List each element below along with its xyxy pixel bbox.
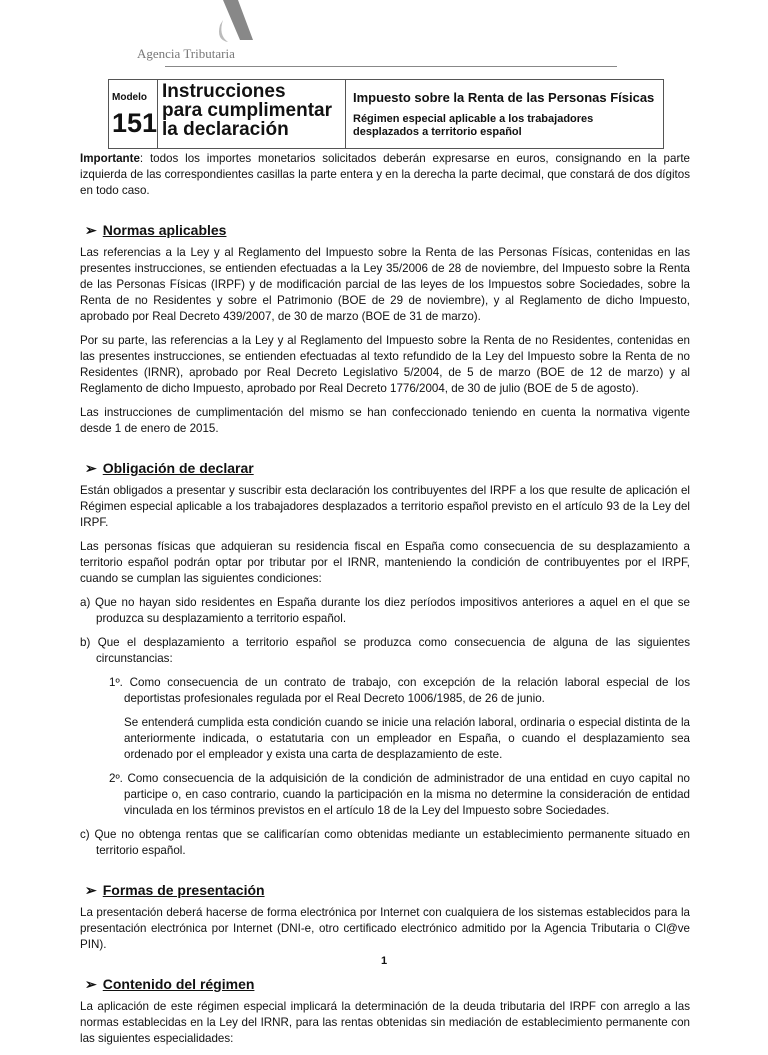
list-item: 2º. Como consecuencia de la adquisición de la condición de administrador de una entidad en cuyo capital no participe o, en caso contrario, cuando la participación en la misma no determine la consideración de entidad vinculada en los términos previstos en el artículo 18 de la Ley del Impuesto sobre Sociedades. — [109, 772, 690, 817]
important-label: Importante — [80, 152, 140, 165]
section-heading — [85, 881, 690, 899]
paragraph: La aplicación de este régimen especial implicará la determinación de la deuda tributaria del IRPF con arreglo a las normas establecidas en la Ley del IRNR, para las rentas obtenidas sin mediación de establecimiento permanente con las siguientes especialidades: — [80, 1000, 690, 1045]
title-line: para cumplimentar — [162, 100, 332, 121]
page-number: 1 — [380, 955, 388, 967]
title-line: la declaración — [162, 119, 289, 140]
subtitle-line: Régimen especial aplicable a los trabajadores — [353, 113, 594, 125]
section-title: Normas aplicables — [102, 222, 227, 238]
form-header-box — [108, 79, 664, 149]
subtitle-line: desplazados a territorio español — [353, 126, 522, 138]
instructions-title — [158, 80, 346, 148]
paragraph: Las referencias a la Ley y al Reglamento del Impuesto sobre la Renta de las Personas Físicas, contenidas en las presentes instrucciones, se entienden efectuadas a la Ley 35/2006 de 28 de noviembre, del Impuesto sobre la Renta de las Personas Físicas (IRPF) y de modificación parcial de las leyes de los Impuestos sobre Sociedades, sobre la Renta de no Residentes y sobre el Patrimonio (BOE de 29 de noviembre), y al Reglamento de dicho Impuesto, aprobado por Real Decreto 439/2007, de 30 de marzo (BOE de 31 de marzo). — [80, 246, 690, 323]
section-title: Obligación de declarar — [102, 460, 254, 476]
list-item: b) Que el desplazamiento a territorio español se produzca como consecuencia de alguna de las siguientes circunstancias: — [80, 636, 690, 665]
header-rule — [165, 66, 617, 67]
list-item: c) Que no obtenga rentas que se calificarían como obtenidas mediante un establecimiento permanente situado en territorio español. — [80, 828, 690, 857]
paragraph: Las personas físicas que adquieran su residencia fiscal en España como consecuencia de su desplazamiento a territorio español podrán optar por tributar por el IRNR, manteniendo la condición de contribuyentes por el IRPF, cuando se cumplan las siguientes condiciones: — [80, 540, 690, 585]
section-heading — [85, 459, 690, 477]
regime-subtitle — [353, 113, 663, 139]
important-note — [80, 151, 690, 199]
arrow-bullet-icon: ➢ — [85, 460, 97, 476]
section-heading — [85, 975, 690, 993]
section-title: Contenido del régimen — [102, 976, 255, 992]
document-body — [80, 151, 690, 1055]
paragraph: La presentación deberá hacerse de forma electrónica por Internet con cualquiera de los sistemas establecidos para la presentación electrónica por Internet (DNI-e, otro certificado electrónico admitido por la Agencia Tributaria o Cl@ve PIN). — [80, 906, 690, 951]
modelo-number: 151 — [112, 108, 158, 138]
paragraph: Por su parte, las referencias a la Ley y al Reglamento del Impuesto sobre la Renta de no Residentes, contenidas en las presentes instrucciones, se entienden efectuadas al texto refundido de la Ley del Impuesto sobre la Renta de no Residentes (IRNR), aprobado por Real Decreto Legislativo 5/2004, de 5 de marzo (BOE de 12 de marzo) y al Reglamento de dicho Impuesto, aprobado por Real Decreto 1776/2004, de 30 de julio (BOE de 5 de agosto). — [80, 334, 690, 395]
paragraph: Están obligados a presentar y suscribir esta declaración los contribuyentes del IRPF a los que resulte de aplicación el Régimen especial aplicable a los trabajadores desplazados a territorio español previsto en el artículo 93 de la Ley del IRPF. — [80, 484, 690, 529]
modelo-label: Modelo — [112, 92, 147, 103]
arrow-bullet-icon: ➢ — [85, 976, 97, 992]
logo-text: Agencia Tributaria — [137, 46, 235, 61]
arrow-bullet-icon: ➢ — [85, 882, 97, 898]
list-item: 1º. Como consecuencia de un contrato de trabajo, con excepción de la relación laboral especial de los deportistas profesionales regulada por el Real Decreto 1006/1985, de 26 de junio. — [109, 676, 690, 705]
tax-title: Impuesto sobre la Renta de las Personas Físicas — [353, 90, 655, 105]
title-line: Instrucciones — [162, 81, 286, 102]
section-title: Formas de presentación — [102, 882, 265, 898]
section-heading — [85, 221, 690, 239]
paragraph: Las instrucciones de cumplimentación del mismo se han confeccionado teniendo en cuenta la normativa vigente desde 1 de enero de 2015. — [80, 406, 690, 435]
arrow-bullet-icon: ➢ — [85, 222, 97, 238]
list-note: Se entenderá cumplida esta condición cuando se inicie una relación laboral, ordinaria o especial distinta de la anteriormente indicada, o estatutaria con un empleador en España, o cuando el desplazamiento sea ordenado por el empleador y exista una carta de desplazamiento de este. — [124, 716, 690, 761]
list-item: a) Que no hayan sido residentes en España durante los diez períodos impositivos anteriores a aquel en el que se produzca su desplazamiento a territorio español. — [80, 596, 690, 625]
important-text: : todos los importes monetarios solicitados deberán expresarse en euros, consignando en la parte izquierda de las correspondientes casillas la parte entera y en la derecha la parte decimal, que constará de dos dígitos en todo caso. — [80, 152, 690, 197]
